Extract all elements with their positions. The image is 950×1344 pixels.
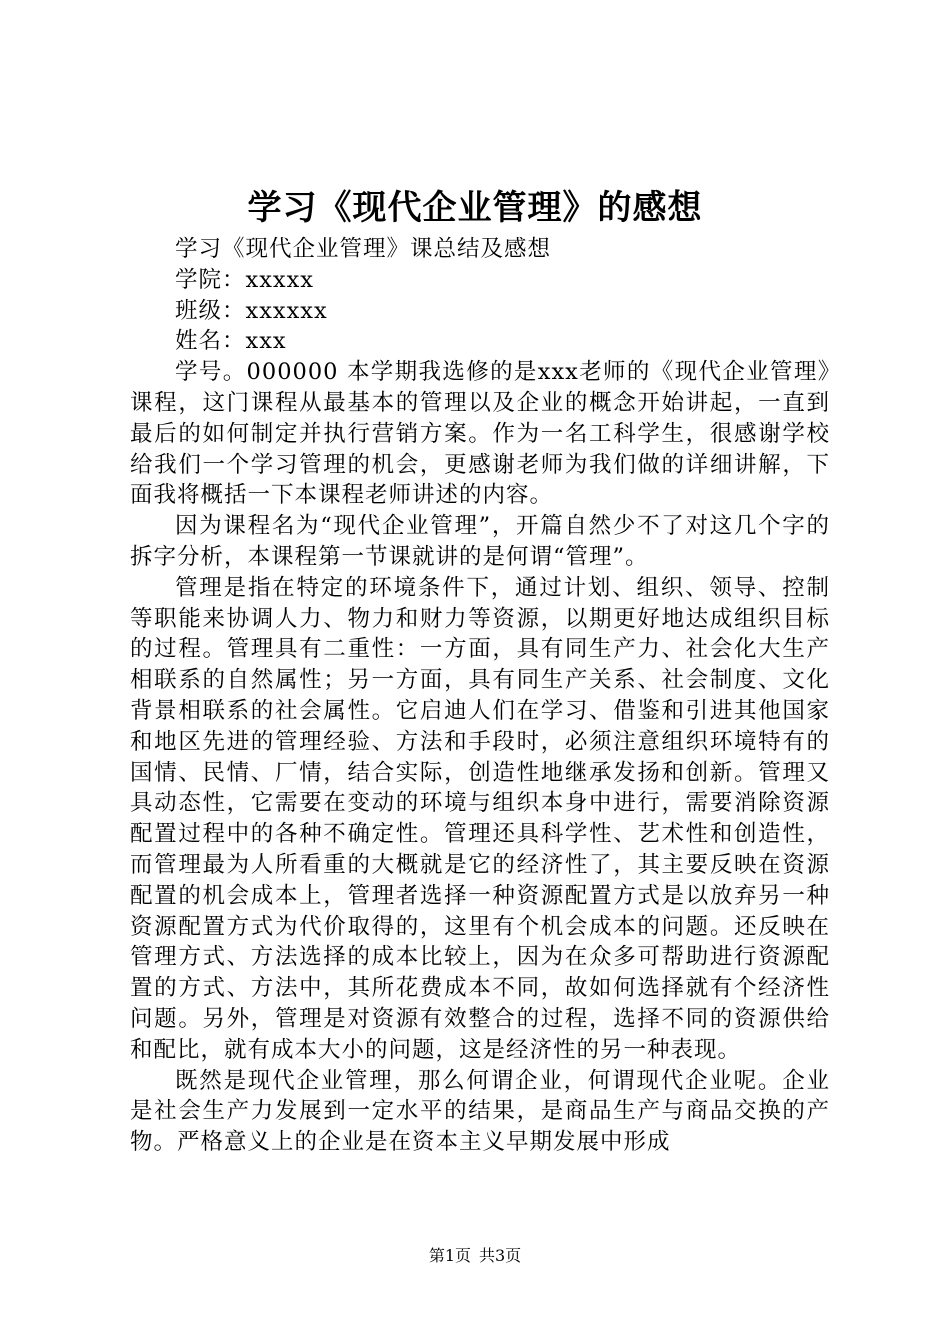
paragraph-management: 管理是指在特定的环境条件下，通过计划、组织、领导、控制等职能来协调人力、物力和财力等资源，以期更好地达成组织目标的过程。管理具有二重性：一方面，具有同生产力、社会化大生产相联系的自然属性；另一方面，具有同生产关系、社会制度、文化背景相联系的社会属性。它启迪人们在学习、借鉴和引进其他国家和地区先进的管理经验、方法和手段时，必须注意组织环境特有的国情、民情、厂情，结合实际，创造性地继承发扬和创新。管理又具动态性，它需要在变动的环境与组织本身中进行，需要消除资源配置过程中的各种不确定性。管理还具科学性、艺术性和创造性，而管理最为人所看重的大概就是它的经济性了，其主要反映在资源配置的机会成本上，管理者选择一种资源配置方式是以放弃另一种资源配置方式为代价取得的，这里有个机会成本的问题。还反映在管理方式、方法选择的成本比较上，因为在众多可帮助进行资源配置的方式、方法中，其所花费成本不同，故如何选择就有个经济性问题。另外，管理是对资源有效整合的过程，选择不同的资源供给和配比，就有成本大小的问题，这是经济性的另一种表现。 xyxy=(130,574,830,1063)
paragraph-enterprise: 既然是现代企业管理，那么何谓企业，何谓现代企业呢。企业是社会生产力发展到一定水平的结果，是商品生产与商品交换的产物。严格意义上的企业是在资本主义早期发展中形成 xyxy=(130,1067,830,1156)
class-line: 班级：xxxxxx xyxy=(175,297,328,324)
paragraph-intro: 学号。000000 本学期我选修的是xxx老师的《现代企业管理》课程，这门课程从最基本的管理以及企业的概念开始讲起，一直到最后的如何制定并执行营销方案。作为一名工科学生，很感谢学校给我们一个学习管理的机会，更感谢老师为我们做的详细讲解，下面我将概括一下本课程老师讲述的内容。 xyxy=(130,359,830,509)
document-title: 学习《现代企业管理》的感想 xyxy=(247,188,703,228)
subtitle-line: 学习《现代企业管理》课总结及感想 xyxy=(175,236,552,262)
page-total: 共3页 xyxy=(479,1246,522,1265)
college-line: 学院：xxxxx xyxy=(175,266,314,293)
paragraph-course-name: 因为课程名为“现代企业管理”，开篇自然少不了对这几个字的拆字分析，本课程第一节课就讲的是何谓“管理”。 xyxy=(130,513,830,570)
name-line: 姓名：xxx xyxy=(175,328,287,355)
document-body xyxy=(130,234,830,1158)
page-number: 第1页 xyxy=(428,1246,471,1265)
page-footer xyxy=(0,1244,950,1268)
